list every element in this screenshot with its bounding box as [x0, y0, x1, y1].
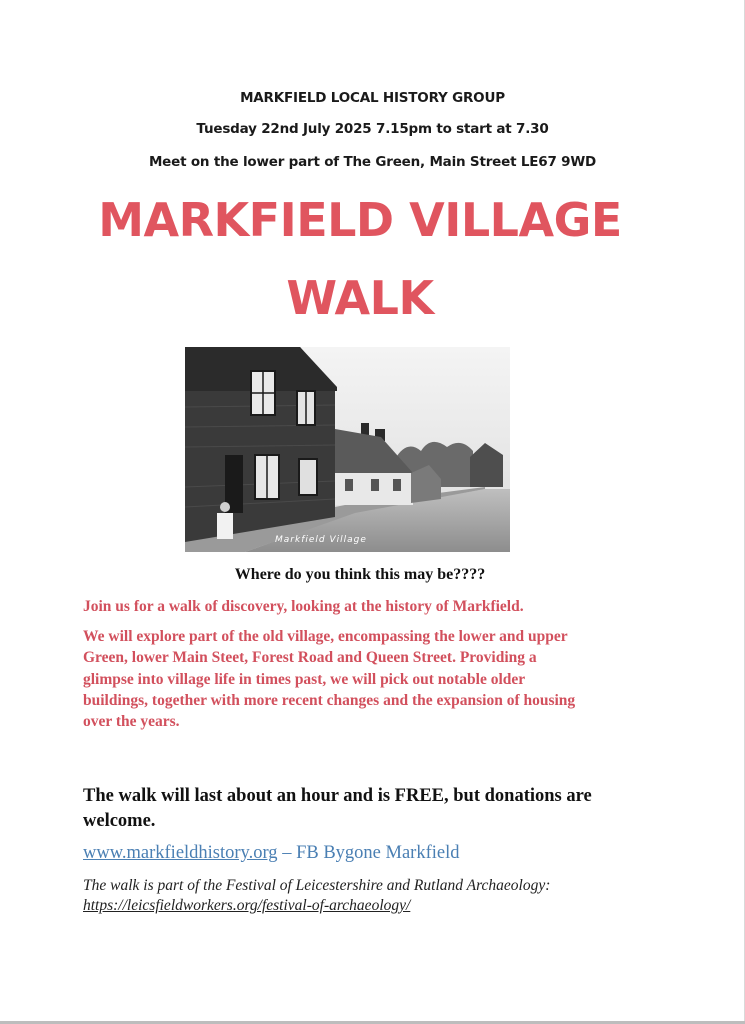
festival-note	[83, 876, 683, 916]
intro-paragraph: Join us for a walk of discovery, looking at the history of Markfield.	[83, 598, 524, 615]
text-line: glimpse into village life in times past, we will pick out notable older	[83, 670, 526, 688]
website-link[interactable]: www.markfieldhistory.org	[83, 843, 278, 863]
photo-illustration	[185, 347, 510, 552]
text-line: Green, lower Main Steet, Forest Road and Queen Street. Providing a	[83, 649, 537, 667]
historic-village-photo	[185, 347, 510, 552]
cost-paragraph	[83, 784, 663, 834]
facebook-label: – FB Bygone Markfield	[277, 843, 460, 863]
event-date: Tuesday 22nd July 2025 7.15pm to start at 7.30	[196, 121, 549, 137]
text-line: welcome.	[83, 811, 156, 831]
text-line: over the years.	[83, 713, 180, 731]
group-name: MARKFIELD LOCAL HISTORY GROUP	[240, 90, 505, 106]
meeting-point: Meet on the lower part of The Green, Main Street LE67 9WD	[148, 154, 597, 170]
text-line: The walk will last about an hour and is FREE, but donations are	[83, 786, 592, 806]
photo-caption: Markfield Village	[275, 535, 367, 545]
festival-link[interactable]: https://leicsfieldworkers.org/festival-of-archaeology/	[83, 897, 411, 914]
photo-question: Where do you think this may be????	[234, 566, 486, 583]
contact-links	[83, 843, 459, 864]
festival-text: The walk is part of the Festival of Leicestershire and Rutland Archaeology:	[83, 877, 551, 894]
event-title-line-2: WALK	[286, 271, 434, 325]
text-line: We will explore part of the old village, encompassing the lower and upper	[83, 628, 568, 645]
event-title-line-1: MARKFIELD VILLAGE	[98, 193, 622, 247]
walk-details-paragraph	[83, 626, 653, 732]
text-line: buildings, together with more recent changes and the expansion of housing	[83, 691, 576, 709]
